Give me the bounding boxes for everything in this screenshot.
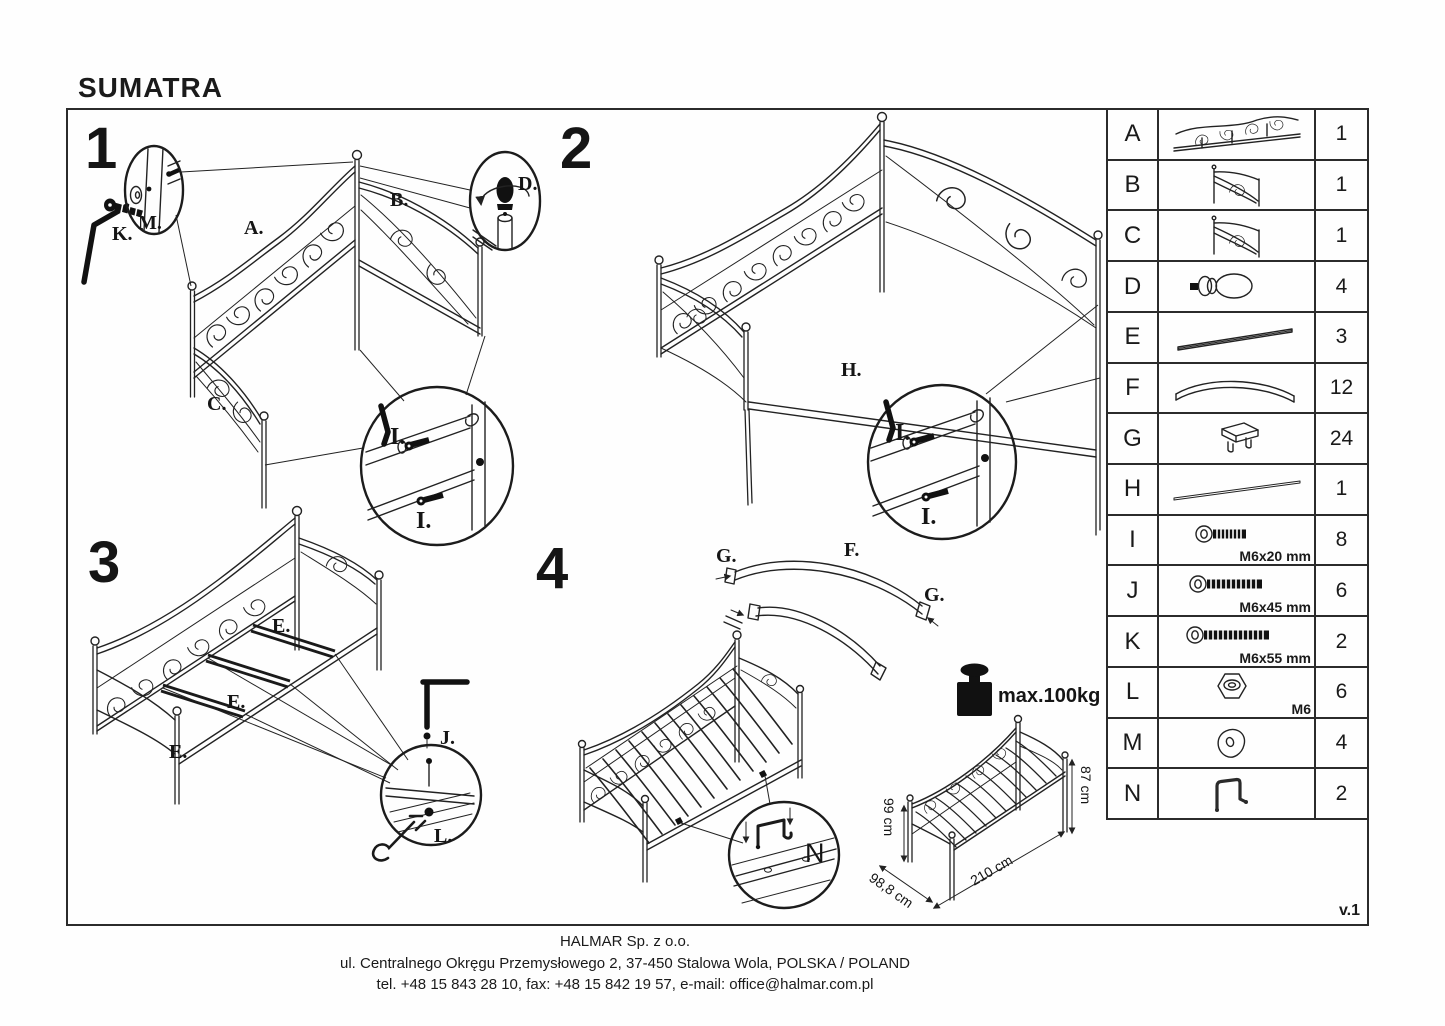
dim-210cm: 210 cm xyxy=(967,851,1016,889)
label-k: K. xyxy=(112,223,133,245)
table-row-b xyxy=(1108,161,1367,212)
part-qty: 1 xyxy=(1314,161,1367,210)
allen-key-j-icon xyxy=(423,682,467,727)
part-letter: J xyxy=(1108,566,1159,615)
part-qty: 1 xyxy=(1314,211,1367,260)
table-row-m xyxy=(1108,719,1367,770)
label-b: B. xyxy=(390,189,409,211)
label-g-left: G. xyxy=(716,545,737,567)
label-i-bottom: I. xyxy=(416,508,432,534)
table-row-l xyxy=(1108,668,1367,719)
step3-illustration xyxy=(88,507,481,861)
version-label: v.1 xyxy=(1338,902,1360,919)
diagram-frame xyxy=(66,108,1369,926)
label-h: H. xyxy=(841,359,862,381)
label-e1: E. xyxy=(272,615,291,637)
part-bracket-icon xyxy=(1162,772,1312,816)
table-row-i xyxy=(1108,516,1367,567)
step2-illustration xyxy=(560,113,1102,540)
step4-illustration xyxy=(536,536,1100,911)
side-panel-b xyxy=(359,182,484,336)
dim-988cm: 98,8 cm xyxy=(866,869,917,912)
label-d: D. xyxy=(518,173,538,195)
label-c: C. xyxy=(207,393,227,415)
part-panel-side-icon xyxy=(1162,214,1312,258)
table-row-d xyxy=(1108,262,1367,313)
part-qty: 1 xyxy=(1314,465,1367,514)
part-letter: B xyxy=(1108,161,1159,210)
part-qty: 8 xyxy=(1314,516,1367,565)
part-qty: 3 xyxy=(1314,313,1367,362)
part-qty: 4 xyxy=(1314,262,1367,311)
dim-87cm: 87 cm xyxy=(1078,766,1094,805)
part-letter: L xyxy=(1108,668,1159,717)
part-letter: N xyxy=(1108,769,1159,818)
assembled-bed xyxy=(579,631,804,882)
table-row-n xyxy=(1108,769,1367,820)
detail-circle-i2 xyxy=(868,385,1016,539)
company-contact: tel. +48 15 843 28 10, fax: +48 15 842 19 57, e-mail: office@halmar.com.pl xyxy=(376,976,874,993)
slat-f-upper xyxy=(716,561,938,626)
dim-99cm: 99 cm xyxy=(881,798,897,837)
part-letter: H xyxy=(1108,465,1159,514)
part-washer-icon xyxy=(1162,721,1312,765)
part-letter: G xyxy=(1108,414,1159,463)
part-qty: 6 xyxy=(1314,566,1367,615)
part-slat-icon xyxy=(1162,366,1312,410)
part-qty: 2 xyxy=(1314,617,1367,666)
part-letter: I xyxy=(1108,516,1159,565)
part-qty: 24 xyxy=(1314,414,1367,463)
part-letter: M xyxy=(1108,719,1159,768)
screw-size-label: M6x20 mm xyxy=(1239,548,1311,565)
part-qty: 4 xyxy=(1314,719,1367,768)
step3-number: 3 xyxy=(88,530,121,595)
part-screw-m6x55-icon xyxy=(1162,620,1312,650)
step1-illustration xyxy=(84,116,540,545)
part-qty: 6 xyxy=(1314,668,1367,717)
table-row-e xyxy=(1108,313,1367,364)
part-finial-icon xyxy=(1162,265,1312,309)
page-title: SUMATRA xyxy=(78,72,223,103)
company-name: HALMAR Sp. z o.o. xyxy=(559,933,691,950)
table-row-f xyxy=(1108,364,1367,415)
footer xyxy=(0,931,1250,996)
slat-f-lower xyxy=(724,604,886,680)
detail-circle-jl xyxy=(373,745,481,860)
side-panel-c xyxy=(194,348,268,508)
step1-number: 1 xyxy=(85,116,118,181)
part-qty: 2 xyxy=(1314,769,1367,818)
label-e3: E. xyxy=(169,741,188,763)
label-j: J. xyxy=(440,727,455,749)
part-rod-thin-icon xyxy=(1162,467,1312,511)
part-screw-m6x45-icon xyxy=(1162,569,1312,599)
max-load-label: max.100kg xyxy=(998,685,1101,707)
parts-table xyxy=(1106,110,1367,820)
detail-circle-i1 xyxy=(361,387,513,545)
nut-size-label: M6 xyxy=(1291,700,1311,717)
part-letter: C xyxy=(1108,211,1159,260)
label-n: N xyxy=(805,838,825,868)
table-row-k xyxy=(1108,617,1367,668)
part-qty: 1 xyxy=(1314,110,1367,159)
label-f: F. xyxy=(844,539,860,561)
table-row-a xyxy=(1108,110,1367,161)
label-m: M. xyxy=(138,212,162,234)
assembly-drawings xyxy=(68,110,1106,924)
part-nut-icon xyxy=(1162,668,1312,704)
label-i2-bottom: I. xyxy=(921,504,937,530)
table-row-j xyxy=(1108,566,1367,617)
part-letter: E xyxy=(1108,313,1159,362)
detail-circle-d xyxy=(470,152,540,250)
part-letter: D xyxy=(1108,262,1159,311)
part-panel-side-icon xyxy=(1162,163,1312,207)
table-row-c xyxy=(1108,211,1367,262)
part-screw-m6x20-icon xyxy=(1162,519,1312,549)
company-address: ul. Centralnego Okręgu Przemysłowego 2, 37-450 Stalowa Wola, POLSKA / POLAND xyxy=(339,954,910,972)
step2-number: 2 xyxy=(560,116,593,181)
label-e2: E. xyxy=(227,691,246,713)
part-panel-long-icon xyxy=(1162,112,1312,156)
part-letter: A xyxy=(1108,110,1159,159)
max-weight-icon xyxy=(957,664,992,717)
part-qty: 12 xyxy=(1314,364,1367,413)
label-i-top: I. xyxy=(390,424,406,450)
part-letter: K xyxy=(1108,617,1159,666)
label-i2-top: I. xyxy=(895,420,911,446)
back-panel-a xyxy=(188,151,362,398)
step4-number: 4 xyxy=(536,536,569,601)
label-l: L. xyxy=(434,825,453,847)
part-rod-icon xyxy=(1162,315,1312,359)
table-row-h xyxy=(1108,465,1367,516)
assembled-frame xyxy=(655,113,1102,536)
label-g-right: G. xyxy=(924,584,945,606)
part-cap-icon xyxy=(1162,417,1312,461)
screw-size-label: M6x55 mm xyxy=(1239,649,1311,666)
table-row-g xyxy=(1108,414,1367,465)
label-a: A. xyxy=(244,217,264,239)
screw-size-label: M6x45 mm xyxy=(1239,599,1311,616)
part-letter: F xyxy=(1108,364,1159,413)
